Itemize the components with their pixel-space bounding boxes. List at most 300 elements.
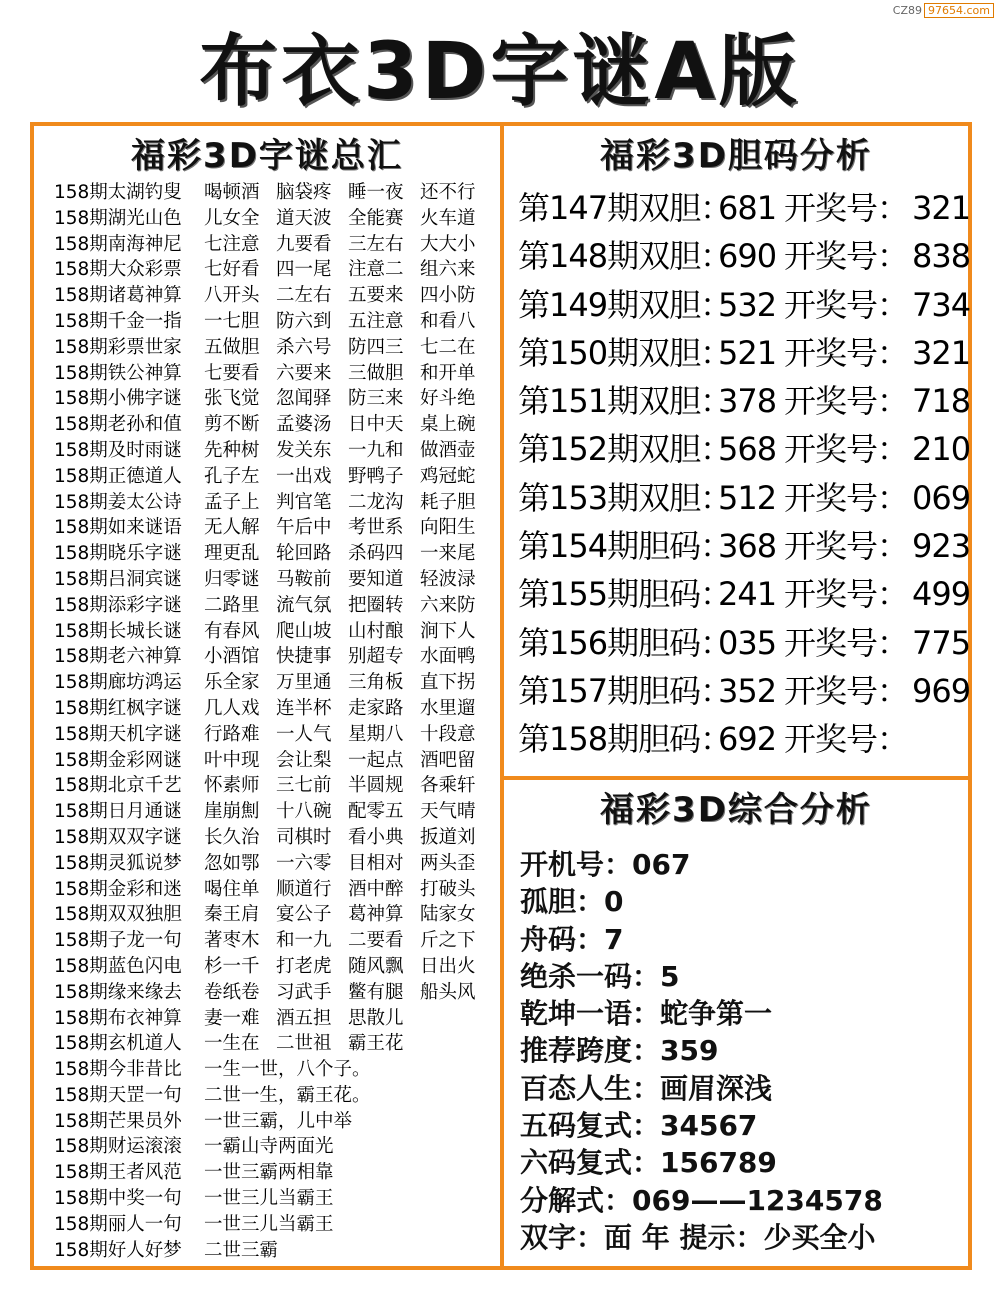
draw-result: 838 [912,237,971,276]
dan-period-label: 第150期双胆： [518,333,732,372]
riddle-clue: 道天波 [276,207,332,229]
riddle-clue: 一出戏 [276,465,332,487]
summary-row: 舟码：7 [520,922,624,956]
riddle-source: 158期吕洞宾谜 [54,568,182,590]
riddle-row [54,412,494,438]
riddle-clue: 鸡冠蛇 [420,465,476,487]
summary-row: 乾坤一语：蛇争第一 [520,997,773,1031]
riddle-source: 158期姜太公诗 [54,491,182,513]
riddle-source: 158期湖光山色 [54,207,182,229]
riddle-source: 158期蓝色闪电 [54,955,182,977]
summary-row: 孤胆：0 [520,885,624,919]
riddle-clue: 大大小 [420,233,476,255]
riddle-clue: 连半杯 [276,697,332,719]
riddle-clue: 杉一千 [204,955,260,977]
draw-label: 开奖号： [784,237,909,276]
riddle-clue: 妻一难 [204,1007,260,1029]
riddle-source: 158期老孙和值 [54,414,182,436]
riddle-clue: 孔子左 [204,465,260,487]
riddle-clue: 孟子上 [204,491,260,513]
riddle-clue: 长久治 [204,826,260,848]
riddle-clue: 发关东 [276,439,332,461]
riddle-clue: 儿女全 [204,207,260,229]
riddle-clue: 耗子胆 [420,491,476,513]
riddle-clue: 打破头 [420,878,476,900]
riddle-clue: 野鸭子 [348,465,404,487]
riddle-clue: 陆家女 [420,904,476,926]
riddle-clue: 要知道 [348,568,404,590]
draw-result: 210 [912,430,971,469]
riddle-row [54,877,494,903]
riddle-clue: 十八碗 [276,801,332,823]
riddle-row-long [54,1057,494,1083]
riddle-row [54,773,494,799]
riddle-clue: 打老虎 [276,955,332,977]
draw-label: 开奖号： [784,333,909,372]
riddle-clue: 考世系 [348,517,404,539]
riddle-clue: 日中天 [348,414,404,436]
dan-period-label: 第149期双胆： [518,285,732,324]
riddle-source: 158期双双独胆 [54,904,182,926]
riddle-clue: 五做胆 [204,336,260,358]
dan-number: 512 [718,478,777,517]
riddle-clue: 马鞍前 [276,568,332,590]
summary-row: 百态人生：画眉深浅 [520,1071,773,1105]
draw-result: 969 [912,671,971,710]
riddle-clue: 酒五担 [276,1007,332,1029]
riddle-row [54,748,494,774]
dan-row [518,329,971,377]
watermark [893,4,994,17]
riddle-row-long [54,1109,494,1135]
riddle-clue: 四小防 [420,285,476,307]
riddle-clue: 天气晴 [420,801,476,823]
riddle-sentence: 一生一世，八个子。 [204,1059,371,1081]
riddle-row [54,799,494,825]
riddle-source: 158期布衣神算 [54,1007,182,1029]
riddle-row [54,283,494,309]
riddle-clue: 走家路 [348,697,404,719]
riddle-row [54,464,494,490]
riddle-clue: 喝顿酒 [204,182,260,203]
riddle-source: 158期如来谜语 [54,517,182,539]
dan-number: 568 [718,430,777,469]
dan-period-label: 第153期双胆： [518,478,732,517]
riddle-clue: 五要来 [348,285,404,307]
riddle-row [54,309,494,335]
riddle-clue: 七注意 [204,233,260,255]
riddle-source: 158期北京千艺 [54,775,182,797]
riddle-clue: 崖崩劁 [204,801,260,823]
watermark-prefix: CZ89 [892,4,923,17]
riddle-clue: 爬山坡 [276,620,332,642]
riddle-row [54,696,494,722]
riddle-clue: 酒吧留 [420,749,476,771]
riddle-clue: 霸王花 [348,1033,404,1055]
riddle-clue: 忽闻驿 [276,388,332,410]
riddle-source: 158期金彩网谜 [54,749,182,771]
draw-result: 321 [912,189,971,227]
dan-number: 241 [718,575,777,614]
comprehensive-analysis-panel [500,776,972,1270]
riddle-clue: 注意二 [348,259,404,281]
riddle-clue: 还不行 [420,182,476,203]
riddle-clue: 扳道刘 [420,826,476,848]
riddle-source: 158期王者风范 [54,1162,182,1184]
riddle-source: 158期灵狐说梦 [54,852,182,874]
dan-period-label: 第155期胆码： [518,575,732,614]
riddle-clue: 著枣木 [204,930,260,952]
dan-row [518,425,971,473]
dan-period-label: 第158期胆码： [518,720,732,759]
riddle-source: 158期晓乐字谜 [54,543,182,565]
summary-row: 双字：面 年 提示：少买全小 [520,1220,876,1254]
riddle-clue: 理更乱 [204,543,260,565]
riddle-row [54,619,494,645]
riddle-clue: 万里通 [276,672,332,694]
riddle-row-long [54,1134,494,1160]
riddle-clue: 宴公子 [276,904,332,926]
riddle-clue: 看小典 [348,826,404,848]
riddle-clue: 涧下人 [420,620,476,642]
riddle-source: 158期玄机道人 [54,1033,182,1055]
riddle-clue: 三角板 [348,672,404,694]
dan-period-label: 第156期胆码： [518,623,732,662]
riddle-clue: 船头风 [420,981,476,1003]
riddle-clue: 全能赛 [348,207,404,229]
dan-row [518,184,971,232]
riddle-clue: 小酒馆 [204,646,260,668]
riddle-row-long [54,1083,494,1109]
riddle-source: 158期太湖钓叟 [54,182,182,203]
riddle-row [54,851,494,877]
draw-label: 开奖号： [784,720,909,759]
riddle-clue: 各乘轩 [420,775,476,797]
riddle-source: 158期红枫字谜 [54,697,182,719]
riddle-clue: 一生在 [204,1033,260,1055]
dan-number: 532 [718,285,777,324]
riddle-sentence: 一世三霸两相靠 [204,1162,334,1184]
riddle-row [54,567,494,593]
riddle-clue: 两头歪 [420,852,476,874]
riddle-source: 158期南海神尼 [54,233,182,255]
riddle-clue: 睡一夜 [348,182,404,203]
dan-period-label: 第152期双胆： [518,430,732,469]
dan-number: 692 [718,720,777,759]
riddle-clue: 七好看 [204,259,260,281]
riddle-clue: 四一尾 [276,259,332,281]
draw-result: 775 [912,623,971,662]
riddle-clue: 几人戏 [204,697,260,719]
riddle-clue: 脑袋疼 [276,182,332,203]
riddle-sentence: 一世三霸，儿中举 [204,1110,353,1132]
riddle-clue: 直下拐 [420,672,476,694]
riddle-row [54,335,494,361]
riddle-row [54,825,494,851]
riddle-source: 158期日月通谜 [54,801,182,823]
riddle-clue: 随风飘 [348,955,404,977]
draw-label: 开奖号： [784,575,909,614]
riddle-source: 158期老六神算 [54,646,182,668]
riddle-clue: 配零五 [348,801,404,823]
draw-result: 069 [912,478,971,517]
riddle-clue: 桌上碗 [420,414,476,436]
riddle-clue: 一九和 [348,439,404,461]
dan-row [518,474,971,522]
riddle-row [54,386,494,412]
riddle-source: 158期廊坊鸿运 [54,672,182,694]
dan-row [518,522,971,570]
dan-row [518,715,958,763]
riddle-clue: 行路难 [204,723,260,745]
dan-number: 368 [718,527,777,566]
draw-label: 开奖号： [784,189,909,227]
riddle-clue: 鳖有腿 [348,981,404,1003]
riddle-clue: 二世祖 [276,1033,332,1055]
riddle-source: 158期铁公神算 [54,362,182,384]
riddle-clue: 有春风 [204,620,260,642]
riddle-row-long [54,1186,494,1212]
dan-row [518,232,971,280]
riddle-clue: 二龙沟 [348,491,404,513]
riddle-clue: 好斗绝 [420,388,476,410]
riddle-source: 158期好人好梦 [54,1239,182,1261]
riddle-clue: 一来尾 [420,543,476,565]
dan-number: 378 [718,382,777,421]
riddle-clue: 司棋时 [276,826,332,848]
draw-label: 开奖号： [784,478,909,517]
riddle-source: 158期诸葛神算 [54,285,182,307]
riddle-clue: 把圈转 [348,594,404,616]
dan-number: 521 [718,333,777,372]
riddle-clue: 三左右 [348,233,404,255]
riddle-clue: 轻波渌 [420,568,476,590]
riddle-clue: 八开头 [204,285,260,307]
summary-row: 绝杀一码：5 [520,959,680,993]
riddle-clue: 卷纸卷 [204,981,260,1003]
riddle-summary-title: 福彩3D字谜总汇 [131,136,403,176]
page-title: 布衣3D字谜A版 [199,27,801,117]
riddle-source: 158期财运滚滚 [54,1136,182,1158]
riddle-row [54,1006,494,1032]
riddle-row [54,644,494,670]
riddle-clue: 山村酿 [348,620,404,642]
draw-result: 923 [912,527,971,566]
riddle-source: 158期双双字谜 [54,826,182,848]
draw-label: 开奖号： [784,671,909,710]
riddle-clue: 半圆规 [348,775,404,797]
riddle-clue: 忽如鄂 [204,852,260,874]
riddle-clue: 三做胆 [348,362,404,384]
riddle-sentence: 一霸山寺两面光 [204,1136,334,1158]
riddle-clue: 向阳生 [420,517,476,539]
draw-label: 开奖号： [784,382,909,421]
riddle-clue: 防三来 [348,388,404,410]
riddle-source: 158期子龙一句 [54,930,182,952]
riddle-clue: 孟婆汤 [276,414,332,436]
riddle-clue: 习武手 [276,981,332,1003]
riddle-row [54,541,494,567]
riddle-clue: 杀六号 [276,336,332,358]
riddle-row [54,593,494,619]
riddle-clue: 先种树 [204,439,260,461]
riddle-clue: 一起点 [348,749,404,771]
draw-label: 开奖号： [784,285,909,324]
dan-period-label: 第147期双胆： [518,189,732,227]
summary-list [520,846,970,1256]
riddle-source: 158期小佛字谜 [54,388,182,410]
riddle-clue: 十段意 [420,723,476,745]
riddle-sentence: 二世三霸 [204,1239,279,1261]
riddle-row [54,438,494,464]
dan-analysis-title: 福彩3D胆码分析 [600,136,872,176]
riddle-row-long [54,1160,494,1186]
riddle-source: 158期彩票世家 [54,336,182,358]
riddle-clue: 和一九 [276,930,332,952]
riddle-source: 158期缘来缘去 [54,981,182,1003]
riddle-clue: 会让梨 [276,749,332,771]
riddle-clue: 剪不断 [204,414,260,436]
riddle-clue: 一六零 [276,852,332,874]
riddle-row [54,670,494,696]
riddle-row [54,515,494,541]
dan-period-label: 第154期胆码： [518,527,732,566]
riddle-row [54,206,494,232]
riddle-row [54,232,494,258]
dan-row [518,281,971,329]
riddle-clue: 二左右 [276,285,332,307]
riddle-row-long [54,1212,494,1238]
riddle-clue: 流气氛 [276,594,332,616]
riddle-clue: 思散儿 [348,1007,404,1029]
riddle-clue: 三七前 [276,775,332,797]
riddle-row-long [54,1238,494,1264]
riddle-row [54,361,494,387]
riddle-clue: 无人解 [204,517,260,539]
riddle-source: 158期长城长谜 [54,620,182,642]
riddle-row [54,722,494,748]
summary-row: 分解式：069——1234578 [520,1183,883,1217]
watermark-site: 97654.com [924,3,994,18]
dan-list [518,184,971,764]
riddle-clue: 七二在 [420,336,476,358]
riddle-clue: 酒中醉 [348,878,404,900]
riddle-clue: 斤之下 [420,930,476,952]
riddle-source: 158期今非昔比 [54,1059,182,1081]
riddle-clue: 目相对 [348,852,404,874]
draw-label: 开奖号： [784,527,909,566]
draw-label: 开奖号： [784,430,909,469]
riddle-clue: 轮回路 [276,543,332,565]
dan-row [518,667,971,715]
riddle-clue: 五注意 [348,310,404,332]
riddle-clue: 七要看 [204,362,260,384]
riddle-clue: 葛神算 [348,904,404,926]
riddle-row [54,928,494,954]
summary-row: 六码复式：156789 [520,1146,777,1180]
dan-row [518,377,971,425]
riddle-source: 158期添彩字谜 [54,594,182,616]
riddle-clue: 怀素师 [204,775,260,797]
riddle-sentence: 二世一生，霸王花。 [204,1084,371,1106]
riddle-source: 158期金彩和迷 [54,878,182,900]
riddle-clue: 喝住单 [204,878,260,900]
riddle-source: 158期大众彩票 [54,259,182,281]
dan-number: 681 [718,189,777,227]
riddle-clue: 快捷事 [276,646,332,668]
riddle-sentence: 一世三儿当霸王 [204,1188,334,1210]
comprehensive-analysis-title: 福彩3D综合分析 [600,790,872,830]
riddle-clue: 午后中 [276,517,332,539]
riddle-clue: 六来防 [420,594,476,616]
riddle-summary-panel [30,122,504,1270]
riddle-clue: 二路里 [204,594,260,616]
riddle-clue: 秦王肩 [204,904,260,926]
riddle-row [54,980,494,1006]
riddle-row [54,1031,494,1057]
riddle-source: 158期天机字谜 [54,723,182,745]
riddle-sentence: 一世三儿当霸王 [204,1213,334,1235]
riddle-clue: 二要看 [348,930,404,952]
riddle-clue: 水里遛 [420,697,476,719]
riddle-clue: 日出火 [420,955,476,977]
draw-result: 499 [912,575,971,614]
riddle-row [54,257,494,283]
riddle-clue: 乐全家 [204,672,260,694]
riddle-source: 158期中奖一句 [54,1188,182,1210]
riddle-clue: 组六来 [420,259,476,281]
riddle-clue: 归零谜 [204,568,260,590]
riddle-clue: 九要看 [276,233,332,255]
riddle-source: 158期芒果员外 [54,1110,182,1132]
riddle-clue: 张飞觉 [204,388,260,410]
riddle-row [54,490,494,516]
dan-period-label: 第157期胆码： [518,671,732,710]
dan-row [518,619,971,667]
riddle-row [54,180,494,206]
riddle-clue: 防六到 [276,310,332,332]
riddle-clue: 杀码四 [348,543,404,565]
draw-result: 718 [912,382,971,421]
riddle-list [54,180,494,1263]
riddle-clue: 六要来 [276,362,332,384]
dan-number: 035 [718,623,777,662]
riddle-source: 158期千金一指 [54,310,182,332]
riddle-row [54,954,494,980]
dan-row [518,570,971,618]
riddle-clue: 防四三 [348,336,404,358]
riddle-row [54,902,494,928]
dan-number: 352 [718,671,777,710]
riddle-source: 158期丽人一句 [54,1213,182,1235]
riddle-clue: 一七胆 [204,310,260,332]
riddle-clue: 水面鸭 [420,646,476,668]
dan-period-label: 第151期双胆： [518,382,732,421]
dan-analysis-panel [500,122,972,780]
dan-number: 690 [718,237,777,276]
riddle-clue: 火车道 [420,207,476,229]
draw-label: 开奖号： [784,623,909,662]
riddle-clue: 和看八 [420,310,476,332]
draw-result: 734 [912,285,971,324]
dan-period-label: 第148期双胆： [518,237,732,276]
riddle-clue: 别超专 [348,646,404,668]
riddle-clue: 判官笔 [276,491,332,513]
summary-row: 开机号：067 [520,848,691,881]
riddle-source: 158期及时雨谜 [54,439,182,461]
riddle-clue: 星期八 [348,723,404,745]
summary-row: 推荐跨度：359 [520,1034,719,1068]
